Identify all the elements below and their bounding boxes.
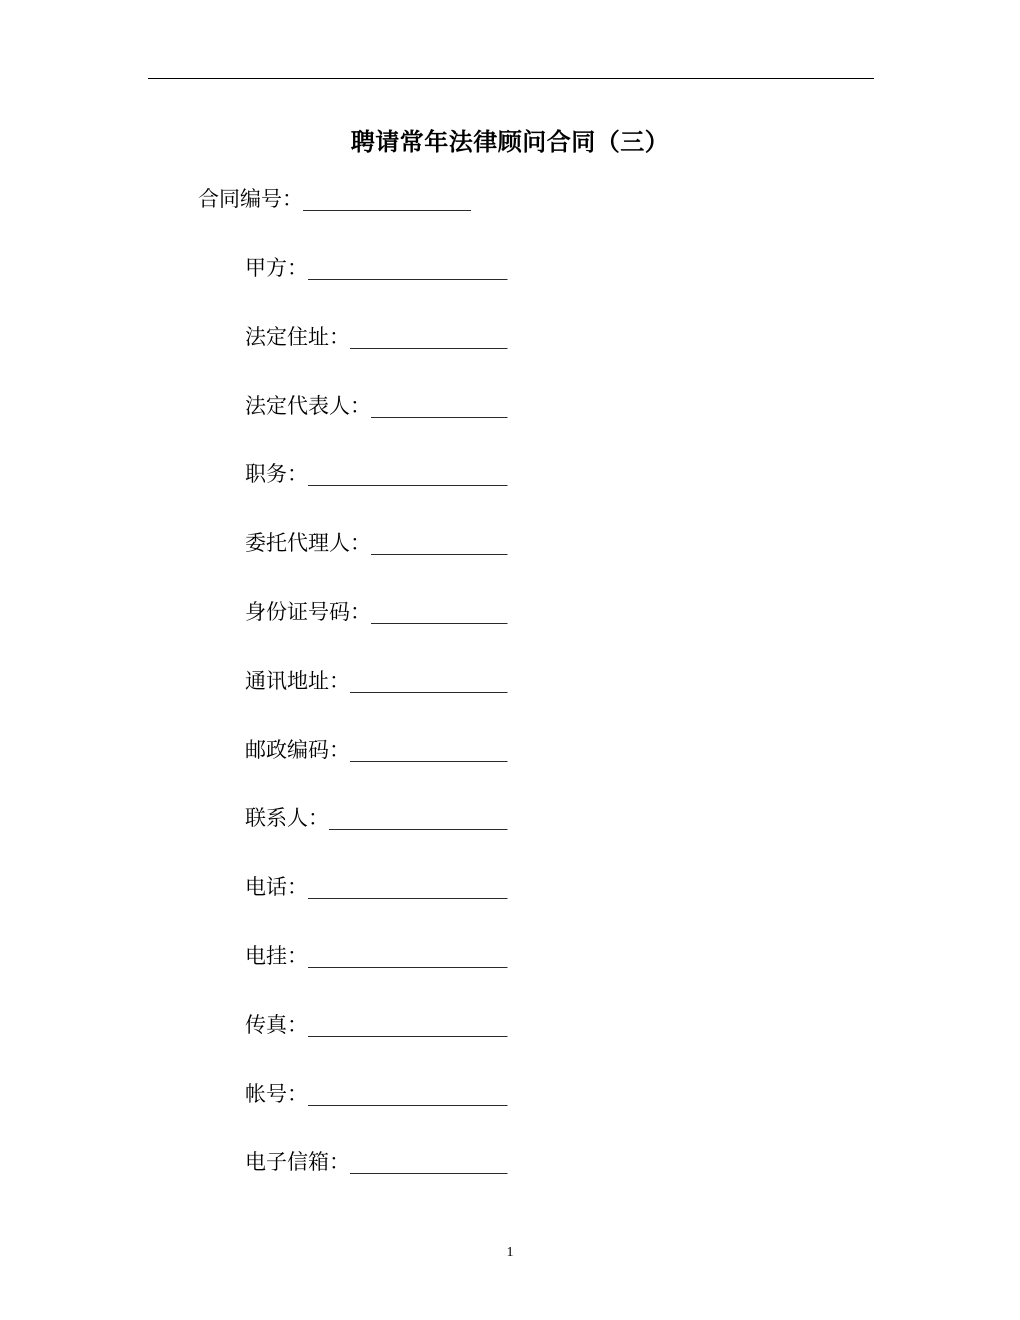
field-telephone: 电话：___________________ [245,875,508,900]
field-party-a: 甲方：___________________ [245,256,508,280]
party-a-info-list [245,253,575,1216]
field-position: 职务：___________________ [245,462,508,487]
field-legal-address: 法定住址：_______________ [245,324,508,349]
field-postal-code: 邮政编码：_______________ [245,737,508,762]
field-telegraph: 电挂：___________________ [245,943,508,968]
field-mailing-address: 通讯地址：_______________ [245,668,508,693]
field-email: 电子信箱：_______________ [245,1150,508,1175]
page-number: 1 [506,1245,514,1260]
field-account-number: 帐号：___________________ [245,1081,508,1106]
field-fax: 传真：___________________ [245,1012,508,1037]
field-authorized-agent: 委托代理人：_____________ [245,531,508,556]
contract-number-field: 合同编号：________________ [198,187,471,211]
header-rule [148,78,874,79]
document-title: 聘请常年法律顾问合同（三） [350,127,670,156]
field-legal-representative: 法定代表人：_____________ [245,393,508,418]
field-contact-person: 联系人：_________________ [245,806,508,831]
field-id-number: 身份证号码：_____________ [245,599,508,624]
